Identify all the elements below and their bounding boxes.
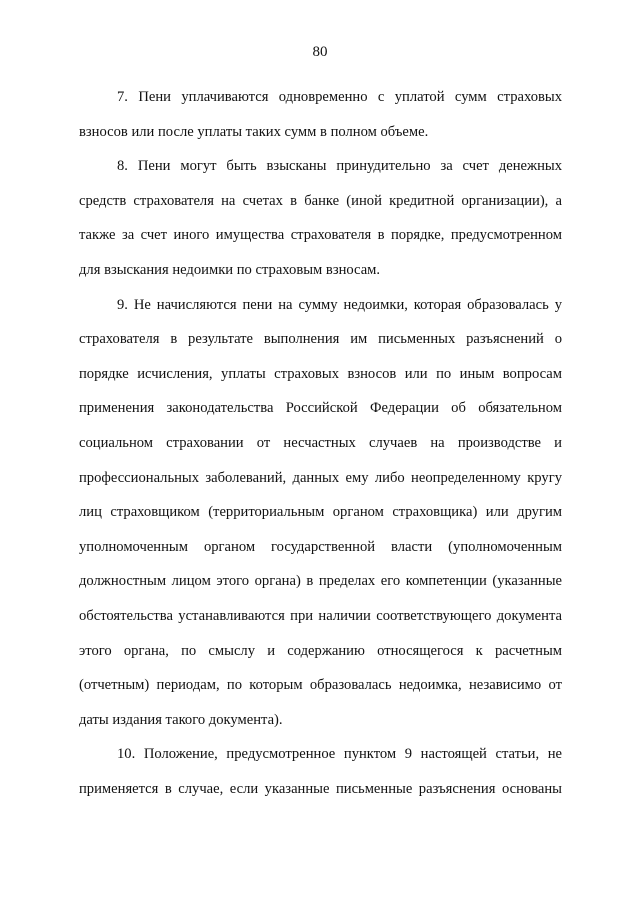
paragraph-9: 9. Не начисляются пени на сумму недоимки, которая образовалась у страхователя в результате выполнения им письменных разъяснений о порядке исчисления, уплаты страховых взносов или по иным вопросам применения законодательства Российской Федерации об обязательном социальном страховании от несчастных случаев на производстве и профессиональных заболеваний, данных ему либо неопределенному кругу лиц страховщиком (территориальным органом страховщика) или другим уполномоченным органом государственной власти (уполномоченным должностным лицом этого органа) в пределах его компетенции (указанные обстоятельства устанавливаются при наличии соответствующего документа этого органа, по смыслу и содержанию относящегося к расчетным (отчетным) периодам, по которым образовалась недоимка, независимо от даты издания такого документа). (79, 296, 562, 728)
page-number: 80 (312, 44, 328, 60)
paragraph-8: 8. Пени могут быть взысканы принудительно за счет денежных средств страхователя на счетах в банке (иной кредитной организации), а также за счет иного имущества страхователя в порядке, предусмотренном для взыскания недоимки по страховым взносам. (79, 158, 562, 278)
paragraph-7: 7. Пени уплачиваются одновременно с уплатой сумм страховых взносов или после уплаты таких сумм в полном объеме. (79, 89, 562, 140)
paragraph-10: 10. Положение, предусмотренное пунктом 9 настоящей статьи, не применяется в случае, если указанные письменные разъяснения основаны (79, 746, 562, 797)
document-body (79, 80, 562, 806)
